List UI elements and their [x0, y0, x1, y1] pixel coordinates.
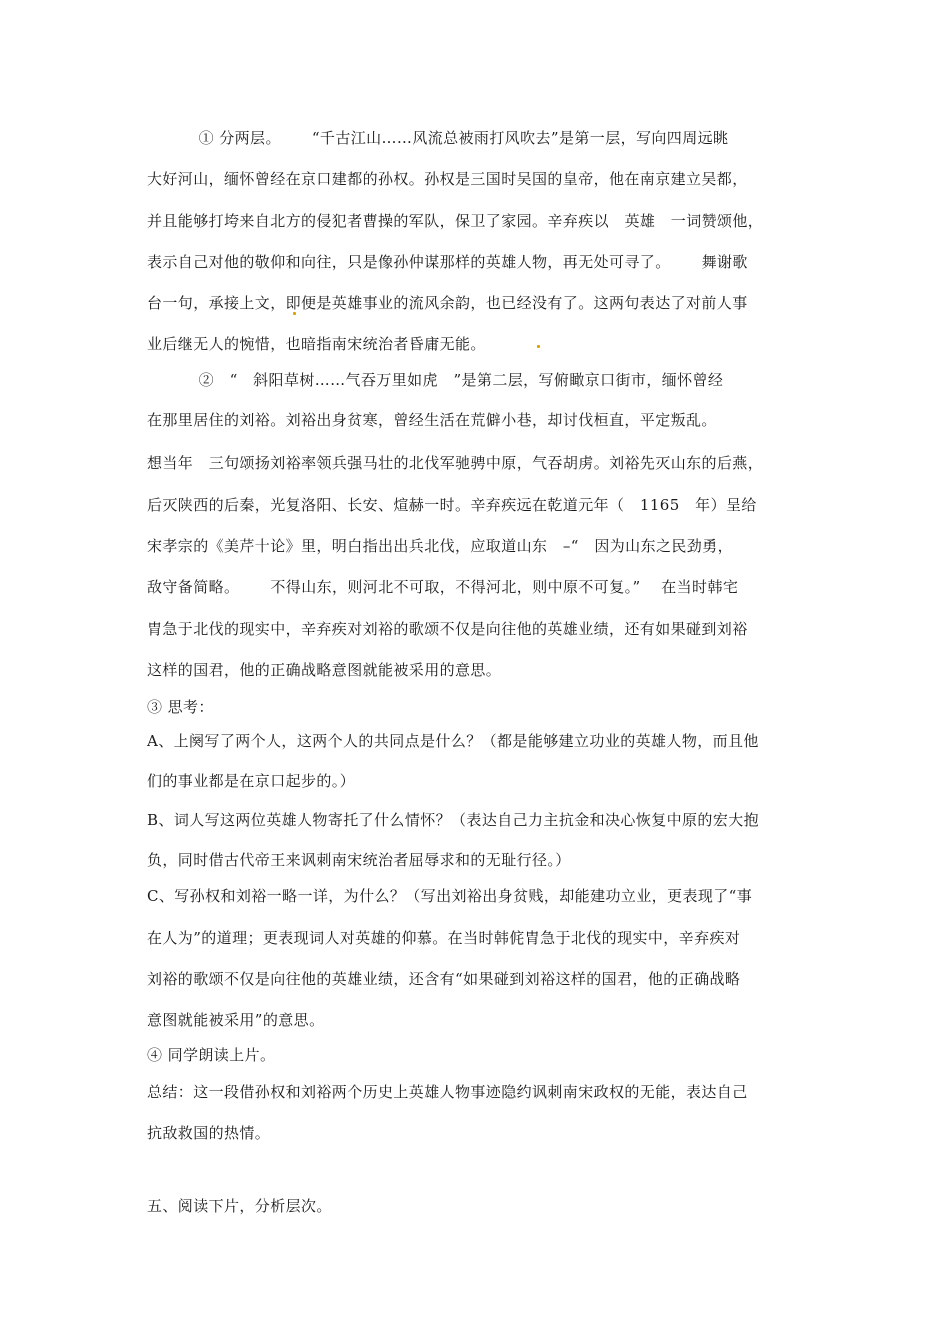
- text-line: 宋孝宗的《美芹十论》里，明白指出出兵北伐，应取道山东 –“ 因为山东之民劲勇，: [147, 537, 733, 555]
- text-line: 台一句，承接上文，即便是英雄事业的流风余韵，也已经没有了。这两句表达了对前人事: [147, 294, 748, 312]
- text-line: 们的事业都是在京口起步的。）: [147, 772, 356, 790]
- section-heading: 五、阅读下片，分析层次。: [147, 1197, 332, 1215]
- text-line: 大好河山，缅怀曾经在京口建都的孙权。孙权是三国时吴国的皇帝，他在南京建立吴都，: [147, 170, 748, 188]
- text-line: ③ 思考：: [147, 698, 214, 716]
- text-line: 后灭陕西的后秦，光复洛阳、长安、煊赫一时。辛弃疾远在乾道元年（ 1165 年）呈给: [147, 496, 757, 514]
- text-line: 并且能够打垮来自北方的侵犯者曹操的军队，保卫了家园。辛弃疾以 英雄 一词赞颂他，: [147, 212, 764, 230]
- text-line: 业后继无人的惋惜，也暗指南宋统治者昏庸无能。: [147, 335, 486, 353]
- text-line: 敌守备简略。 不得山东，则河北不可取，不得河北，则中原不可复。” 在当时韩宅: [147, 578, 739, 596]
- text-line: 这样的国君，他的正确战略意图就能被采用的意思。: [147, 661, 502, 679]
- text-line: A、上阕写了两个人，这两个人的共同点是什么？（都是能够建立功业的英雄人物，而且他: [147, 732, 759, 750]
- text-line: ④ 同学朗读上片。: [147, 1046, 276, 1064]
- text-line: B、词人写这两位英雄人物寄托了什么情怀？（表达自己力主抗金和决心恢复中原的宏大抱: [147, 811, 760, 829]
- text-line: 在人为”的道理；更表现词人对英雄的仰慕。在当时韩侂胄急于北伐的现实中，辛弃疾对: [147, 929, 741, 947]
- text-line: 表示自己对他的敬仰和向往，只是像孙仲谋那样的英雄人物，再无处可寻了。 舞谢歌: [147, 253, 748, 271]
- text-line: C、写孙权和刘裕一略一详，为什么？（写出刘裕出身贫贱，却能建功立业，更表现了“事: [147, 887, 753, 905]
- text-line: 抗敌救国的热情。: [147, 1124, 271, 1142]
- scan-mark: [537, 345, 540, 348]
- text-line: 刘裕的歌颂不仅是向往他的英雄业绩，还含有“如果碰到刘裕这样的国君，他的正确战略: [147, 970, 741, 988]
- text-line: 想当年 三句颂扬刘裕率领兵强马壮的北伐军驰骋中原，气吞胡虏。刘裕先灭山东的后燕，: [147, 454, 764, 472]
- text-line: ② “ 斜阳草树……气吞万里如虎 ”是第二层，写俯瞰京口街市，缅怀曾经: [147, 371, 724, 389]
- text-line: 意图就能被采用”的意思。: [147, 1011, 325, 1029]
- text-line: 负，同时借古代帝王来讽刺南宋统治者屈辱求和的无耻行径。）: [147, 851, 571, 869]
- text-line: 总结：这一段借孙权和刘裕两个历史上英雄人物事迹隐约讽刺南宋政权的无能，表达自己: [147, 1083, 748, 1101]
- text-line: ① 分两层。 “千古江山……风流总被雨打风吹去”是第一层，写向四周远眺: [147, 129, 729, 147]
- text-line: 在那里居住的刘裕。刘裕出身贫寒，曾经生活在荒僻小巷，却讨伐桓直，平定叛乱。: [147, 411, 717, 429]
- scan-mark: [293, 312, 296, 315]
- text-line: 胄急于北伐的现实中，辛弃疾对刘裕的歌颂不仅是向往他的英雄业绩，还有如果碰到刘裕: [147, 620, 748, 638]
